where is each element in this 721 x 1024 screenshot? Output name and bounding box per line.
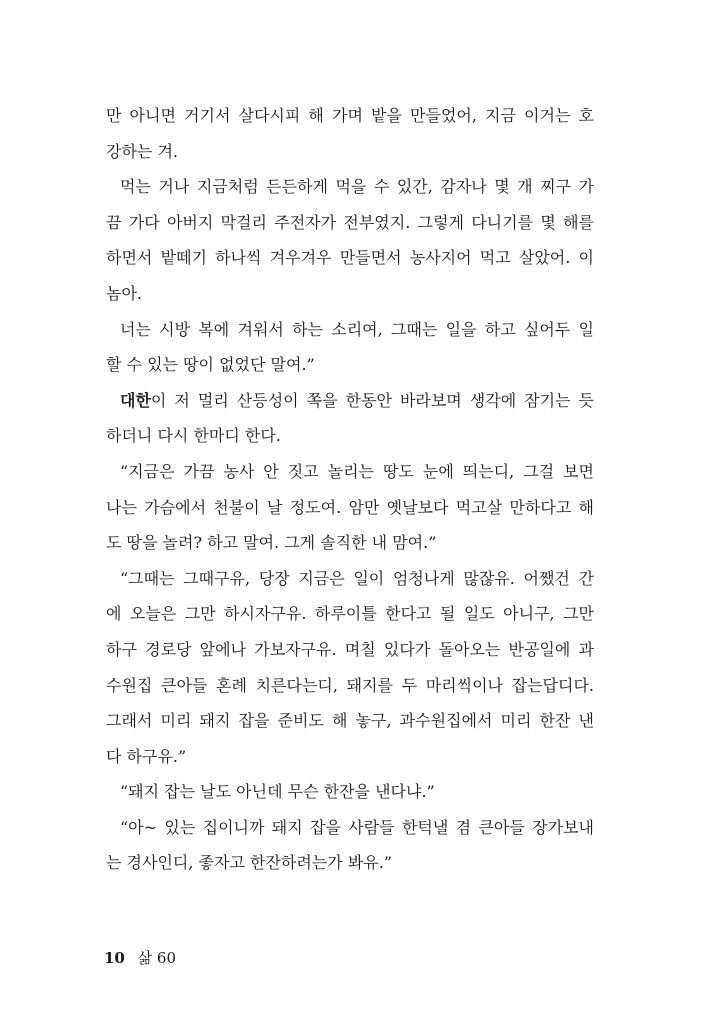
- text-line: 도 땅을 놀려? 하고 말여. 그게 솔직한 내 맘여.”: [106, 533, 437, 553]
- text-line: 에 오늘은 그만 하시자구유. 하루이틀 한다고 될 일도 아니구, 그만: [106, 604, 594, 624]
- text-line: 다 하구유.”: [106, 746, 187, 766]
- text-line: “아~ 있는 집이니까 돼지 잡을 사람들 한턱낼 겸 큰아들 장가보내: [120, 817, 594, 837]
- text-block: [106, 98, 594, 881]
- text-line: “지금은 가끔 농사 안 짓고 놀리는 땅도 눈에 띄는디, 그걸 보면: [120, 461, 594, 481]
- text-line: 는 경사인디, 좋자고 한잔하려는가 봐유.”: [106, 853, 392, 873]
- text-line: 하구 경로당 앞에나 가보자구유. 며칠 있다가 돌아오는 반공일에 과: [106, 639, 594, 659]
- text-line: “그때는 그때구유, 당장 지금은 일이 엄청나게 많잖유. 어쨌건 간: [120, 568, 594, 588]
- running-title: 삶 60: [137, 949, 177, 967]
- text-line: 하더니 다시 한마디 한다.: [106, 426, 281, 446]
- text-line: 수원집 큰아들 혼례 치른다는디, 돼지를 두 마리씩이나 잡는답디다.: [106, 675, 594, 695]
- text-line: 끔 가다 아버지 막걸리 주전자가 전부였지. 그렇게 다니기를 몇 해를: [106, 212, 594, 232]
- text-line: 만 아니면 거기서 살다시피 해 가며 밭을 만들었어, 지금 이거는 호: [106, 106, 594, 125]
- text-line: “돼지 잡는 날도 아닌데 무슨 한잔을 낸다냐.”: [120, 782, 435, 802]
- speaker-name: 대한: [120, 390, 151, 410]
- text-line-rest: 이 저 멀리 산등성이 쪽을 한동안 바라보며 생각에 잠기는 듯: [150, 390, 594, 410]
- text-line: 할 수 있는 땅이 없었단 말여.”: [106, 355, 315, 375]
- text-line: 나는 가슴에서 천불이 날 정도여. 암만 옛날보다 먹고살 만하다고 해: [106, 497, 594, 517]
- text-line-with-speaker: [106, 383, 594, 419]
- page-number: 10: [104, 949, 125, 967]
- page-footer: [104, 947, 176, 968]
- text-line: 그래서 미리 돼지 잡을 준비도 해 놓구, 과수원집에서 미리 한잔 낸: [106, 711, 594, 731]
- text-line: 너는 시방 복에 겨워서 하는 소리여, 그때는 일을 하고 싶어두 일: [120, 319, 594, 339]
- text-line: 먹는 거나 지금처럼 든든하게 먹을 수 있간, 감자나 몇 개 찌구 가: [120, 177, 594, 197]
- text-line: 하면서 밭떼기 하나씩 겨우겨우 만들면서 농사지어 먹고 살았어. 이: [106, 248, 594, 268]
- text-line: 놈아.: [106, 283, 142, 303]
- text-line: 강하는 겨.: [106, 141, 178, 161]
